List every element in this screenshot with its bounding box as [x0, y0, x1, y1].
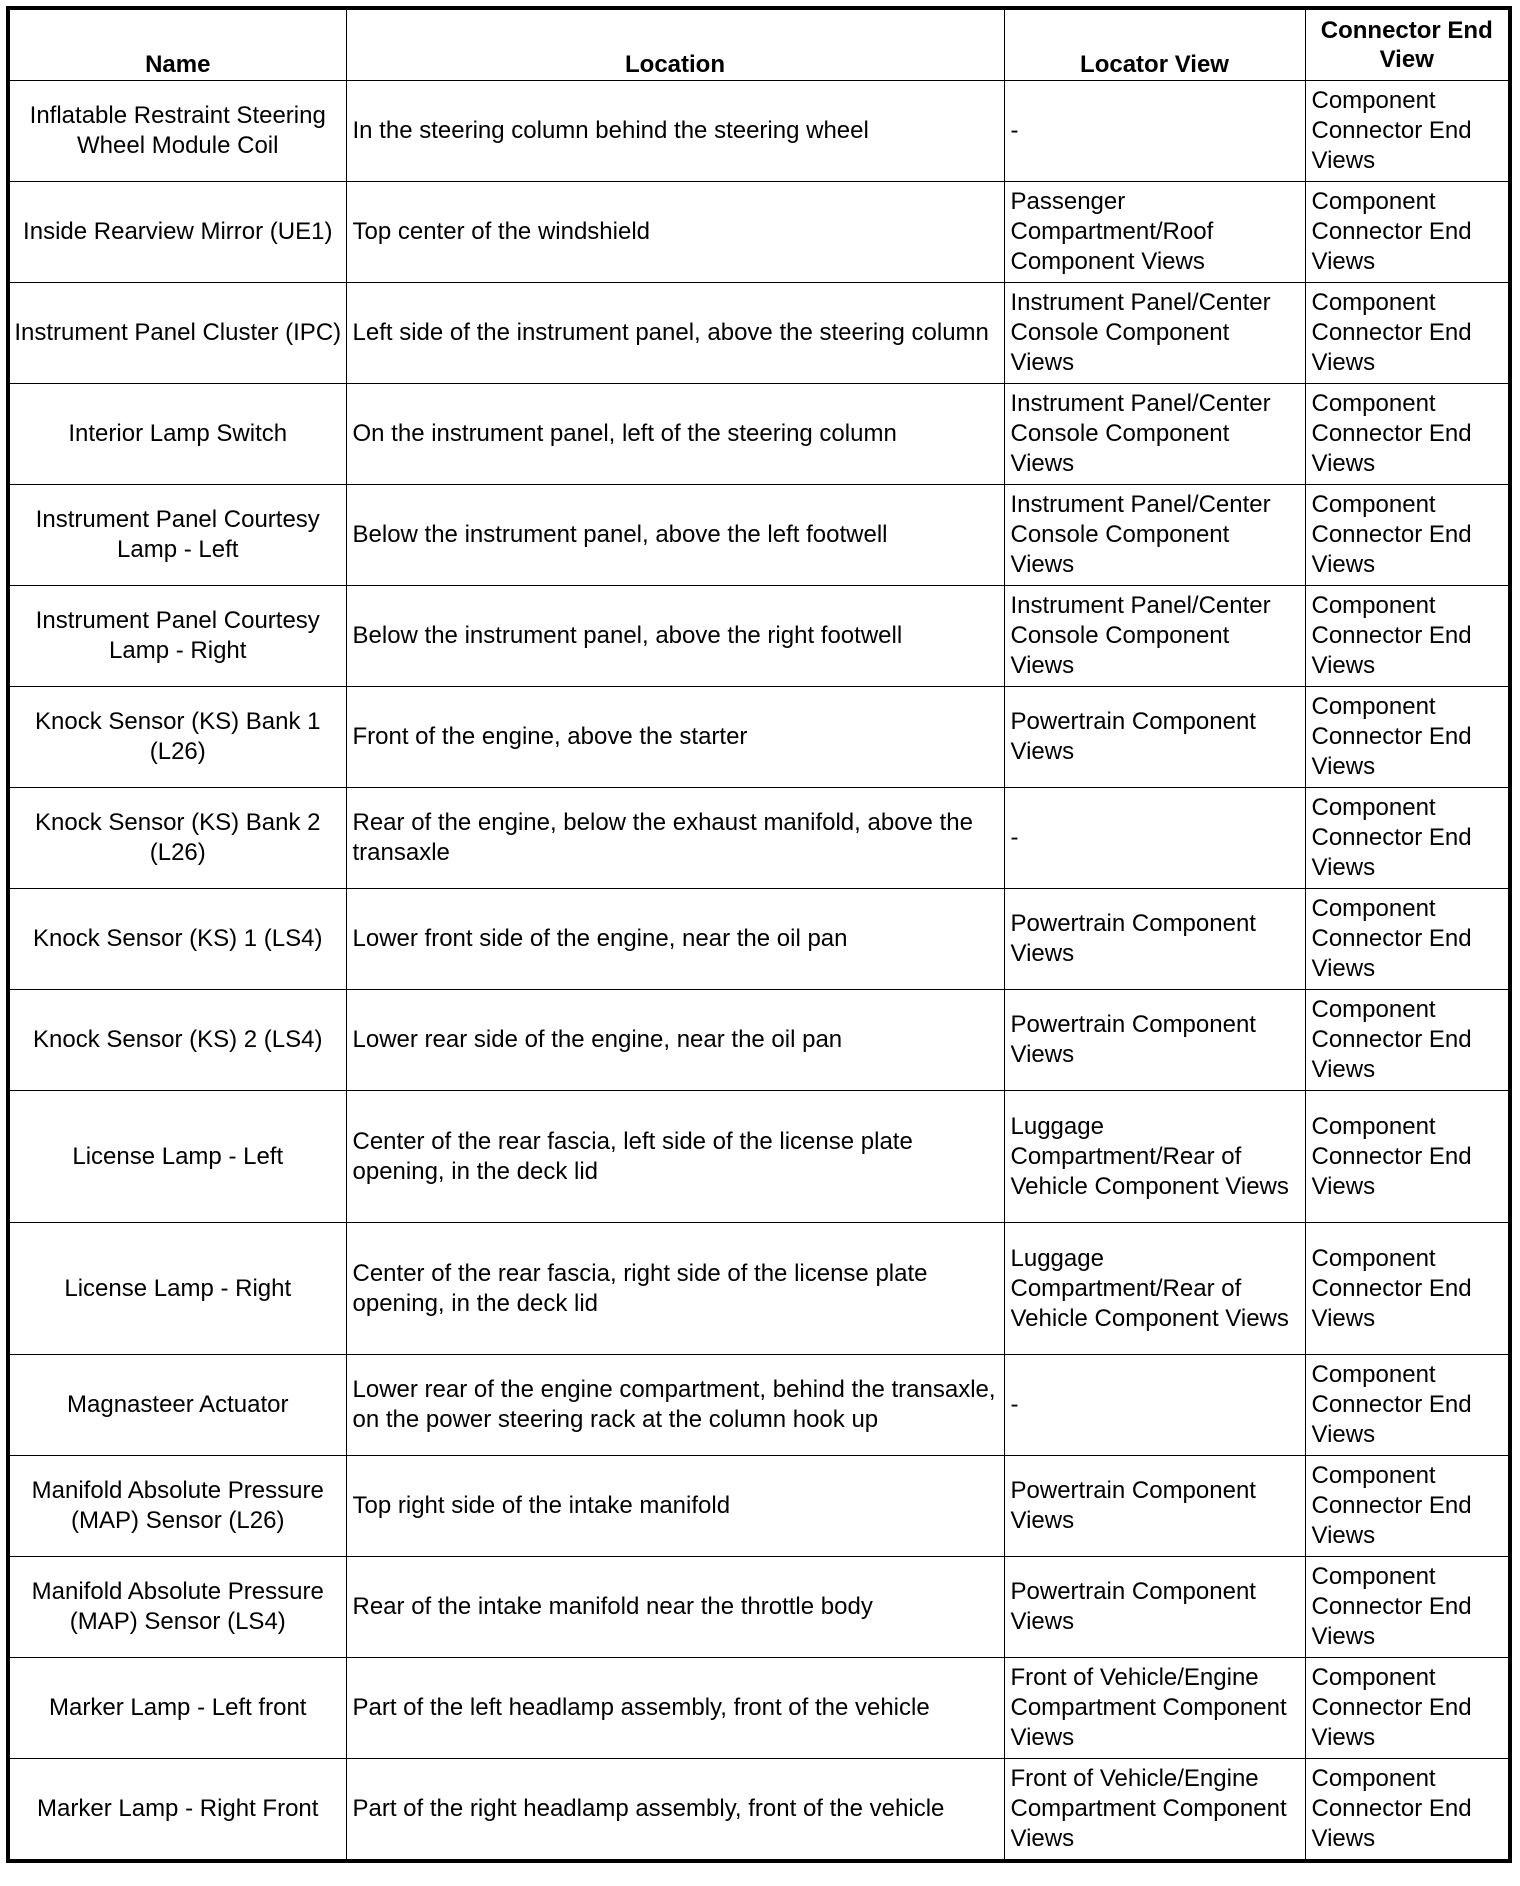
- cell-locator-view: Instrument Panel/Center Console Component Views: [1004, 384, 1305, 485]
- cell-connector-end-view: Component Connector End Views: [1305, 384, 1510, 485]
- table-row: [8, 586, 1510, 687]
- cell-name: Magnasteer Actuator: [8, 1355, 346, 1456]
- cell-name: Instrument Panel Cluster (IPC): [8, 283, 346, 384]
- cell-connector-end-view: Component Connector End Views: [1305, 1658, 1510, 1759]
- cell-location: Below the instrument panel, above the left footwell: [346, 485, 1004, 586]
- cell-connector-end-view: Component Connector End Views: [1305, 586, 1510, 687]
- cell-locator-view: -: [1004, 788, 1305, 889]
- cell-connector-end-view: Component Connector End Views: [1305, 1759, 1510, 1862]
- cell-locator-view: Instrument Panel/Center Console Component Views: [1004, 283, 1305, 384]
- cell-location: Center of the rear fascia, left side of the license plate opening, in the deck lid: [346, 1091, 1004, 1223]
- cell-connector-end-view: Component Connector End Views: [1305, 485, 1510, 586]
- table-row: [8, 1091, 1510, 1223]
- cell-connector-end-view: Component Connector End Views: [1305, 1091, 1510, 1223]
- table-header-row: [8, 8, 1510, 81]
- table-row: [8, 990, 1510, 1091]
- header-location: Location: [346, 8, 1004, 81]
- cell-name: Knock Sensor (KS) Bank 2 (L26): [8, 788, 346, 889]
- cell-name: Interior Lamp Switch: [8, 384, 346, 485]
- table-row: [8, 1456, 1510, 1557]
- cell-name: Inflatable Restraint Steering Wheel Module Coil: [8, 81, 346, 182]
- cell-location: Front of the engine, above the starter: [346, 687, 1004, 788]
- cell-connector-end-view: Component Connector End Views: [1305, 1456, 1510, 1557]
- table-row: [8, 384, 1510, 485]
- cell-name: Manifold Absolute Pressure (MAP) Sensor (LS4): [8, 1557, 346, 1658]
- cell-connector-end-view: Component Connector End Views: [1305, 889, 1510, 990]
- cell-connector-end-view: Component Connector End Views: [1305, 283, 1510, 384]
- cell-connector-end-view: Component Connector End Views: [1305, 1355, 1510, 1456]
- cell-name: Manifold Absolute Pressure (MAP) Sensor (L26): [8, 1456, 346, 1557]
- cell-name: Inside Rearview Mirror (UE1): [8, 182, 346, 283]
- cell-name: License Lamp - Left: [8, 1091, 346, 1223]
- cell-location: Part of the left headlamp assembly, front of the vehicle: [346, 1658, 1004, 1759]
- table-row: [8, 788, 1510, 889]
- table-row: [8, 1759, 1510, 1862]
- header-connector-end-view: Connector End View: [1305, 8, 1510, 81]
- table-row: [8, 1557, 1510, 1658]
- cell-name: Knock Sensor (KS) 1 (LS4): [8, 889, 346, 990]
- table-row: [8, 182, 1510, 283]
- cell-location: Lower rear side of the engine, near the oil pan: [346, 990, 1004, 1091]
- table-row: [8, 81, 1510, 182]
- cell-location: Part of the right headlamp assembly, front of the vehicle: [346, 1759, 1004, 1862]
- cell-name: Instrument Panel Courtesy Lamp - Left: [8, 485, 346, 586]
- header-locator-view: Locator View: [1004, 8, 1305, 81]
- cell-locator-view: Instrument Panel/Center Console Component Views: [1004, 485, 1305, 586]
- cell-locator-view: Powertrain Component Views: [1004, 1456, 1305, 1557]
- cell-locator-view: Front of Vehicle/Engine Compartment Component Views: [1004, 1759, 1305, 1862]
- cell-connector-end-view: Component Connector End Views: [1305, 1223, 1510, 1355]
- cell-locator-view: Front of Vehicle/Engine Compartment Component Views: [1004, 1658, 1305, 1759]
- cell-location: Lower front side of the engine, near the oil pan: [346, 889, 1004, 990]
- cell-locator-view: Powertrain Component Views: [1004, 990, 1305, 1091]
- cell-locator-view: Luggage Compartment/Rear of Vehicle Component Views: [1004, 1223, 1305, 1355]
- cell-location: On the instrument panel, left of the steering column: [346, 384, 1004, 485]
- cell-name: License Lamp - Right: [8, 1223, 346, 1355]
- cell-locator-view: Powertrain Component Views: [1004, 1557, 1305, 1658]
- cell-locator-view: Luggage Compartment/Rear of Vehicle Component Views: [1004, 1091, 1305, 1223]
- table-row: [8, 1658, 1510, 1759]
- table-row: [8, 687, 1510, 788]
- cell-connector-end-view: Component Connector End Views: [1305, 1557, 1510, 1658]
- table-row: [8, 1223, 1510, 1355]
- cell-name: Knock Sensor (KS) Bank 1 (L26): [8, 687, 346, 788]
- cell-connector-end-view: Component Connector End Views: [1305, 990, 1510, 1091]
- component-locator-table: [6, 6, 1512, 1863]
- cell-connector-end-view: Component Connector End Views: [1305, 788, 1510, 889]
- cell-connector-end-view: Component Connector End Views: [1305, 182, 1510, 283]
- cell-locator-view: -: [1004, 81, 1305, 182]
- cell-connector-end-view: Component Connector End Views: [1305, 687, 1510, 788]
- table-row: [8, 1355, 1510, 1456]
- header-name: Name: [8, 8, 346, 81]
- cell-location: Rear of the engine, below the exhaust manifold, above the transaxle: [346, 788, 1004, 889]
- table-row: [8, 485, 1510, 586]
- cell-locator-view: Passenger Compartment/Roof Component Views: [1004, 182, 1305, 283]
- table-row: [8, 283, 1510, 384]
- cell-locator-view: Powertrain Component Views: [1004, 687, 1305, 788]
- cell-locator-view: Instrument Panel/Center Console Component Views: [1004, 586, 1305, 687]
- cell-location: Center of the rear fascia, right side of the license plate opening, in the deck lid: [346, 1223, 1004, 1355]
- cell-locator-view: Powertrain Component Views: [1004, 889, 1305, 990]
- cell-location: Top right side of the intake manifold: [346, 1456, 1004, 1557]
- cell-locator-view: -: [1004, 1355, 1305, 1456]
- cell-location: Rear of the intake manifold near the throttle body: [346, 1557, 1004, 1658]
- cell-name: Marker Lamp - Left front: [8, 1658, 346, 1759]
- cell-connector-end-view: Component Connector End Views: [1305, 81, 1510, 182]
- cell-location: Top center of the windshield: [346, 182, 1004, 283]
- cell-name: Knock Sensor (KS) 2 (LS4): [8, 990, 346, 1091]
- cell-name: Instrument Panel Courtesy Lamp - Right: [8, 586, 346, 687]
- cell-location: Left side of the instrument panel, above the steering column: [346, 283, 1004, 384]
- cell-location: In the steering column behind the steering wheel: [346, 81, 1004, 182]
- cell-location: Below the instrument panel, above the right footwell: [346, 586, 1004, 687]
- cell-name: Marker Lamp - Right Front: [8, 1759, 346, 1862]
- cell-location: Lower rear of the engine compartment, behind the transaxle, on the power steering rack at the column hook up: [346, 1355, 1004, 1456]
- table-row: [8, 889, 1510, 990]
